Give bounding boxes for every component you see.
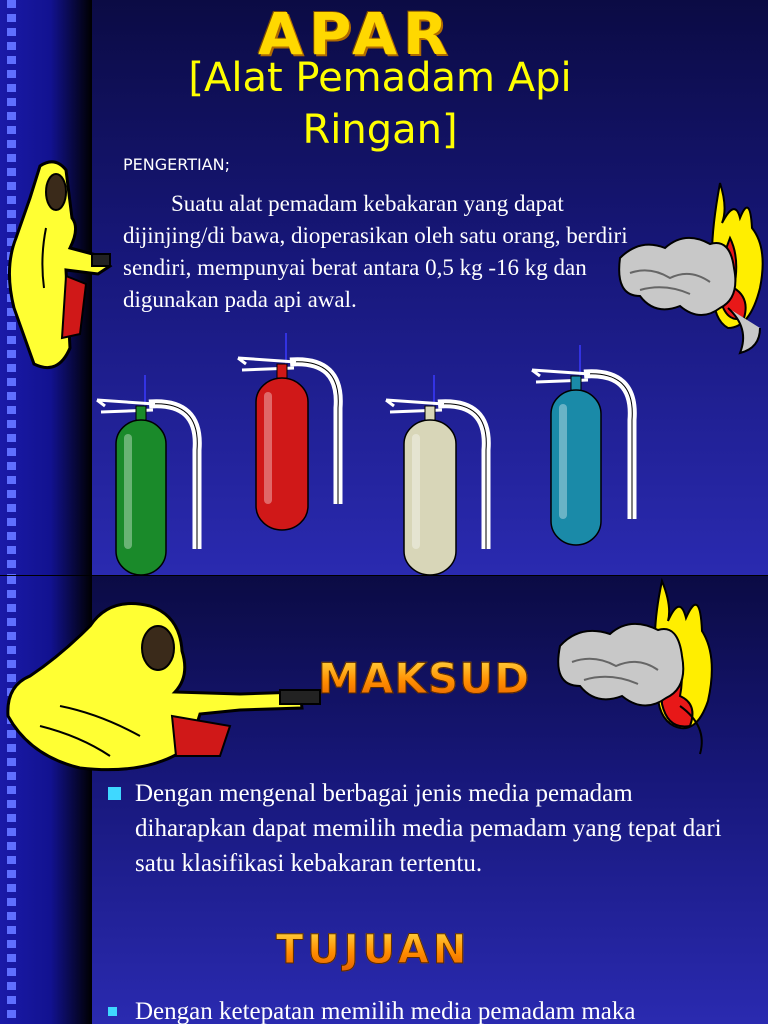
- smoke-fire-illustration-large: [550, 576, 768, 756]
- definition-text: Suatu alat pemadam kebakaran yang dapat dijinjing/di bawa, dioperasikan oleh satu orang, berdiri sendiri, mempunyai berat antara 0,5 kg -16 kg dan digunakan pada api awal.: [123, 191, 628, 312]
- bullet-square-icon: [108, 787, 121, 800]
- section-label: PENGERTIAN;: [123, 155, 230, 174]
- fire-extinguisher-1: [97, 375, 197, 575]
- maksud-bullet: [108, 776, 748, 881]
- fire-extinguisher-3: [386, 375, 486, 575]
- fire-extinguisher-2: [238, 333, 338, 530]
- maksud-heading: MAKSUD: [318, 654, 531, 703]
- tujuan-heading: TUJUAN: [276, 927, 471, 973]
- apar-wordart: APAR: [258, 0, 454, 68]
- bullet-square-icon: [108, 1007, 117, 1016]
- fire-extinguisher-4: [532, 345, 632, 545]
- slide-maksud-tujuan: [0, 576, 768, 1024]
- tujuan-bullet: [108, 994, 748, 1024]
- firefighter-illustration-large: [0, 596, 330, 776]
- tujuan-text: Dengan ketepatan memilih media pemadam maka: [135, 998, 636, 1024]
- maksud-text: Dengan mengenal berbagai jenis media pemadam diharapkan dapat memilih media pemadam yang tepat dari satu klasifikasi kebakaran tertentu.: [135, 780, 722, 877]
- slide-title: [Alat Pemadam Api Ringan]: [188, 55, 572, 153]
